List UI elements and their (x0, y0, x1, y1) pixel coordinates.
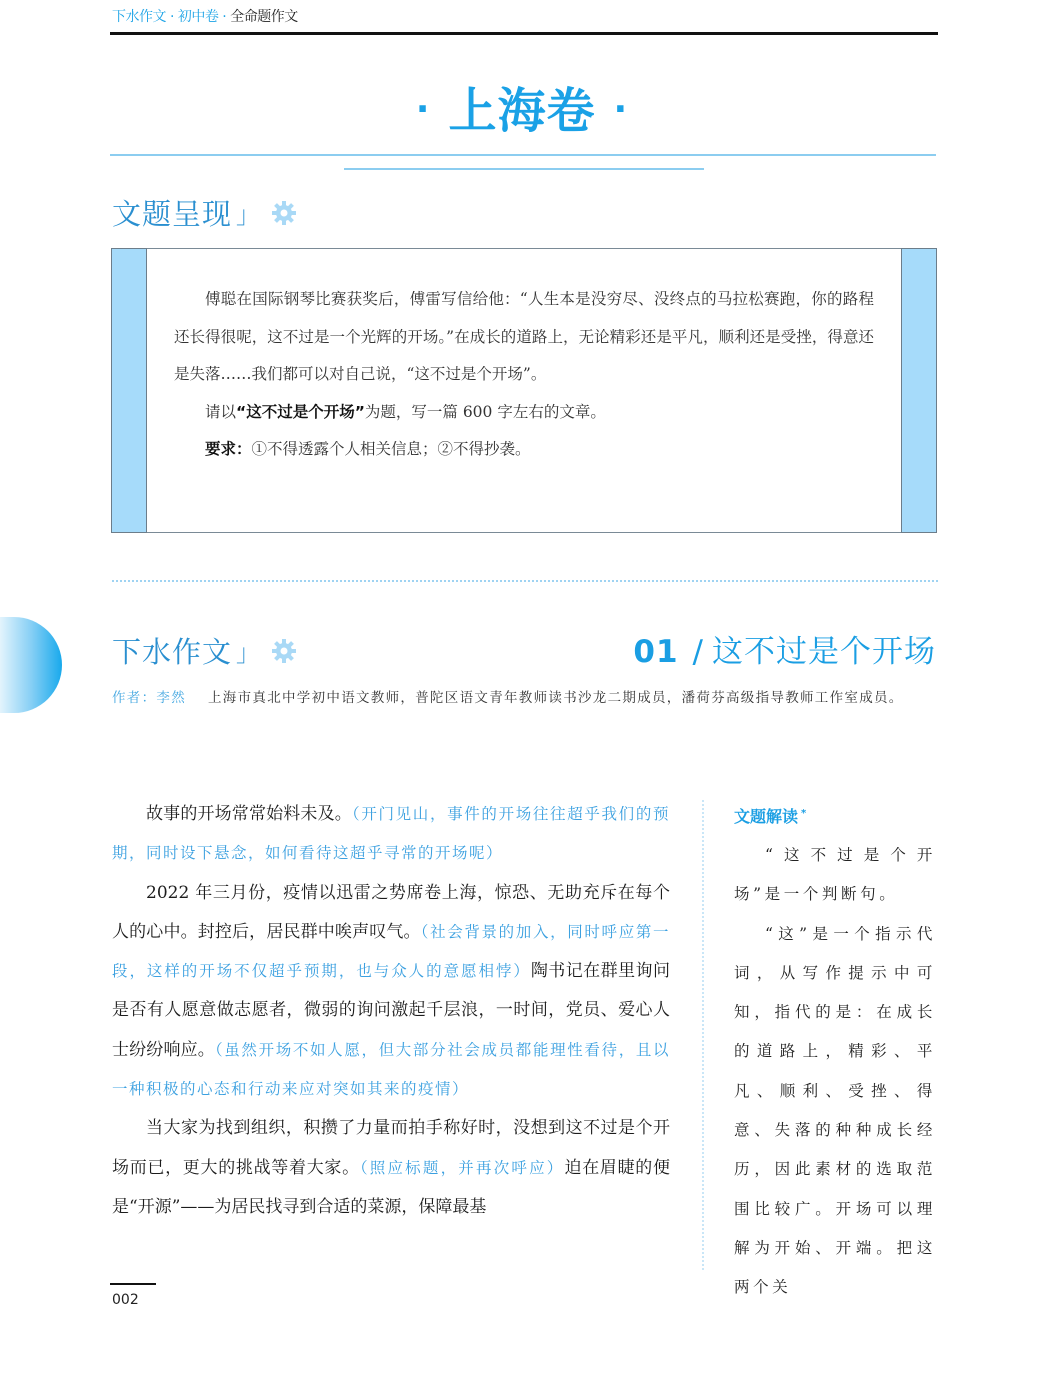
title-rule-long (110, 154, 936, 156)
prompt-text (174, 281, 874, 469)
essay-title-text: 这不过是个开场 (712, 634, 936, 670)
essay-paragraph: 故事的开场常常始料未及。（开门见山，事件的开场往往超乎我们的预期，同时设下悬念，如何看待这超乎寻常的开场呢） (112, 804, 670, 863)
header-rule (110, 32, 938, 35)
running-head-volume: 初中卷 (177, 9, 219, 25)
running-head-type: 全命题作文 (230, 9, 298, 25)
section-heading-essay: 下水作文 」 (112, 630, 297, 671)
sidebar-text: “这不过是个开场”是一个判断句。 “这”是一个指示代词，从写作提示中可知，指代的是：在成长的道路上，精彩、平凡、顺利、受挫、得意、失落的种种成长经历，因此素材的选取范围比较广。开场可以理解为开始、开端。把这两个关 (734, 846, 936, 1297)
footer-rule (110, 1283, 156, 1285)
title-rule-short (344, 168, 704, 170)
prompt-instruction: 请以“这不过是个开场”为题，写一篇 600 字左右的文章。 (205, 402, 606, 421)
annotation: （照应标题，并再次呼应） (359, 1158, 565, 1177)
page-title-text: 上海卷 (448, 83, 596, 139)
prompt-box-right-bar (901, 248, 937, 533)
annotation: （虽然开场不如人愿，但大部分社会成员都能理性看待，且以一种积极的心态和行动来应对突如其来的疫情） (112, 1040, 670, 1099)
section-divider (112, 580, 938, 582)
sidebar-title: 文题解读 * (734, 807, 807, 826)
prompt-paragraph: 傅聪在国际钢琴比赛获奖后，傅雷写信给他：“人生本是没穷尽、没终点的马拉松赛跑，你的路程还长得很呢，这不过是一个光辉的开场。”在成长的道路上，无论精彩还是平凡，顺利还是受挫，得意还是失落……我们都可以对自己说，“这不过是个开场”。 (174, 290, 874, 383)
gear-icon (271, 638, 297, 664)
topic-analysis-sidebar (734, 795, 936, 1308)
column-divider (702, 800, 704, 1270)
prompt-essay-title: “这不过是个开场” (236, 402, 365, 421)
running-head: 下水作文 · 初中卷 · 全命题作文 (112, 9, 298, 25)
page-number: 002 (112, 1292, 139, 1308)
annotation: （社会背景的加入，同时呼应第一段，这样的开场不仅超乎预期，也与众人的意愿相悖） (112, 922, 670, 981)
prompt-box-left-bar (111, 248, 147, 533)
essay-paragraph: 2022 年三月份，疫情以迅雷之势席卷上海，惊恐、无助充斥在每个人的心中。封控后，居民群中唉声叹气。（社会背景的加入，同时呼应第一段，这样的开场不仅超乎预期，也与众人的意愿相悖）陶书记在群里询问是否有人愿意做志愿者，微弱的询问激起千层浪，一时间，党员、爱心人士纷纷响应。（虽然开场不如人愿，但大部分社会成员都能理性看待，且以一种积极的心态和行动来应对突如其来的疫情） (112, 882, 670, 1099)
essay-body (112, 795, 670, 1227)
title-dot-left: · (415, 89, 431, 130)
author-info (112, 684, 938, 712)
annotation: （开门见山，事件的开场往往超乎我们的预期，同时设下悬念，如何看待这超乎寻常的开场呢） (112, 805, 670, 863)
author-bio: 上海市真北中学初中语文教师，普陀区语文青年教师读书沙龙二期成员，潘荷芬高级指导教师工作室成员。 (208, 690, 904, 706)
prompt-box (111, 248, 937, 533)
essay-title: 01 / 这不过是个开场 (633, 634, 936, 670)
gear-icon (271, 200, 297, 226)
section-heading-prompt: 文题呈现 」 (112, 192, 297, 233)
title-dot-right: · (613, 89, 629, 130)
essay-paragraph: 当大家为找到组织，积攒了力量而拍手称好时，没想到这不过是个开场而已，更大的挑战等着大家。（照应标题，并再次呼应）迫在眉睫的便是“开源”——为居民找寻到合适的菜源，保障最基 (112, 1118, 671, 1217)
page-side-tab (0, 617, 62, 713)
author-label: 作者：李然 (112, 690, 186, 706)
running-head-series: 下水作文 (112, 9, 166, 25)
page-title (0, 72, 1044, 141)
prompt-requirements: 要求：①不得透露个人相关信息；②不得抄袭。 (205, 440, 531, 458)
essay-number: 01 (633, 634, 679, 670)
star-icon: * (801, 808, 807, 819)
